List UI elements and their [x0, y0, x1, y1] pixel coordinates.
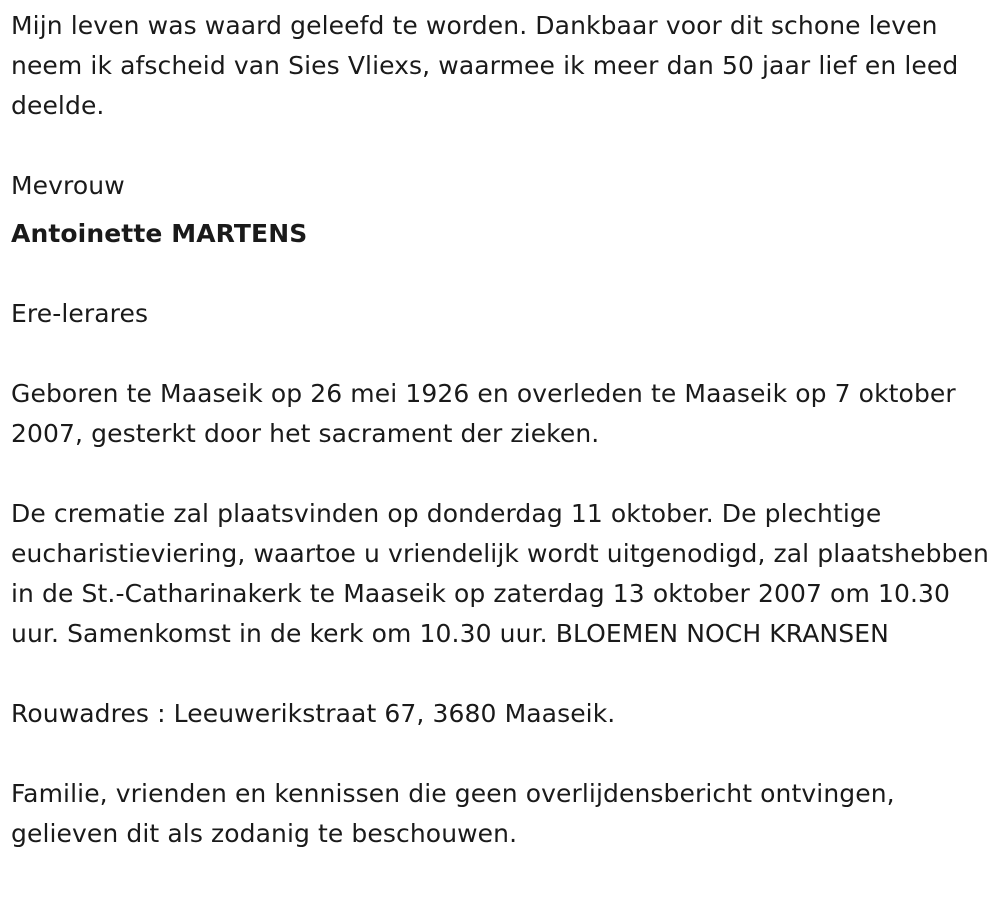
spacer — [11, 654, 996, 694]
mourning-address: Rouwadres : Leeuwerikstraat 67, 3680 Maaseik. — [11, 699, 616, 728]
spacer — [11, 334, 996, 374]
deceased-name: Antoinette MARTENS — [11, 219, 308, 248]
closing-paragraph: Familie, vrienden en kennissen die geen overlijdensbericht ontvingen, gelieven dit als zodanig te beschouwen. — [11, 779, 895, 848]
ceremony-paragraph: De crematie zal plaatsvinden op donderdag 11 oktober. De plechtige eucharistieviering, waartoe u vriendelijk wordt uitgenodigd, zal plaatshebben in de St.-Catharinakerk te Maaseik op zaterdag 13 oktober 2007 om 10.30 uur. Samenkomst in de kerk om 10.30 uur. BLOEMEN NOCH KRANSEN — [11, 499, 989, 648]
birth-death-paragraph: Geboren te Maaseik op 26 mei 1926 en overleden te Maaseik op 7 oktober 2007, gesterkt door het sacrament der zieken. — [11, 379, 956, 448]
spacer — [11, 254, 996, 294]
spacer — [11, 454, 996, 494]
obituary-notice — [11, 6, 996, 854]
salutation: Mevrouw — [11, 171, 125, 200]
spacer — [11, 206, 996, 214]
spacer — [11, 126, 996, 166]
deceased-title: Ere-lerares — [11, 299, 149, 328]
intro-paragraph: Mijn leven was waard geleefd te worden. Dankbaar voor dit schone leven neem ik afscheid van Sies Vliexs, waarmee ik meer dan 50 jaar lief en leed deelde. — [11, 11, 959, 120]
spacer — [11, 734, 996, 774]
